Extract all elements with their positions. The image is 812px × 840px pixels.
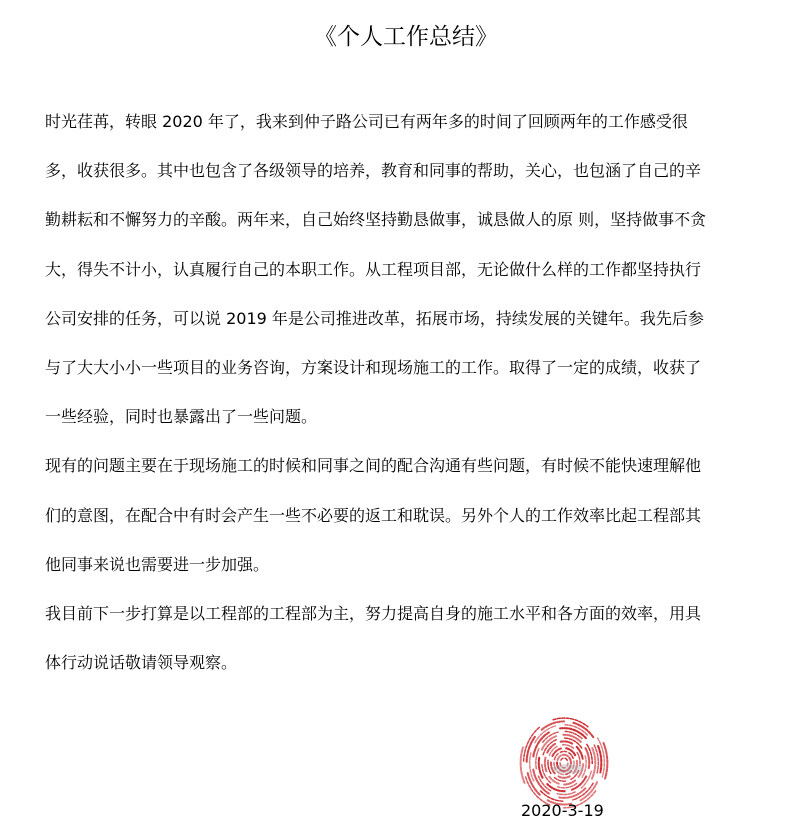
paragraph-1: 时光荏苒，转眼 2020 年了，我来到仲子路公司已有两年多的时间了回顾两年的工作感受很多，收获很多。其中也包含了各级领导的培养，教育和同事的帮助，关心，也包涵了自己的辛勤耕耘和不懈努力的辛酸。两年来，自己始终坚持勤恳做事，诚恳做人的原 则，坚持做事不贪大，得失不计小，认真履行自己的本职工作。从工程项目部，无论做什么样的工作都坚持执行公司安排的任务，可以说 2019 年是公司推进改革，拓展市场，持续发展的关键年。我先后参与了大大小小一些项目的业务咨询，方案设计和现场施工的工作。取得了一定的成绩，收获了一些经验，同时也暴露出了一些问题。 — [45, 112, 707, 427]
document-body — [45, 97, 715, 687]
paragraph-2: 现有的问题主要在于现场施工的时候和同事之间的配合沟通有些问题，有时候不能快速理解他们的意图，在配合中有时会产生一些不必要的返工和耽误。另外个人的工作效率比起工程部其他同事来说也需要进一步加强。 — [45, 456, 702, 574]
signature-date: 2020-3-19 — [521, 801, 604, 820]
paragraph-3: 我目前下一步打算是以工程部的工程部为主，努力提高自身的施工水平和各方面的效率，用具体行动说话敬请领导观察。 — [45, 604, 702, 673]
document-title: 《个人工作总结》 — [314, 24, 498, 51]
fingerprint-icon — [515, 712, 613, 810]
